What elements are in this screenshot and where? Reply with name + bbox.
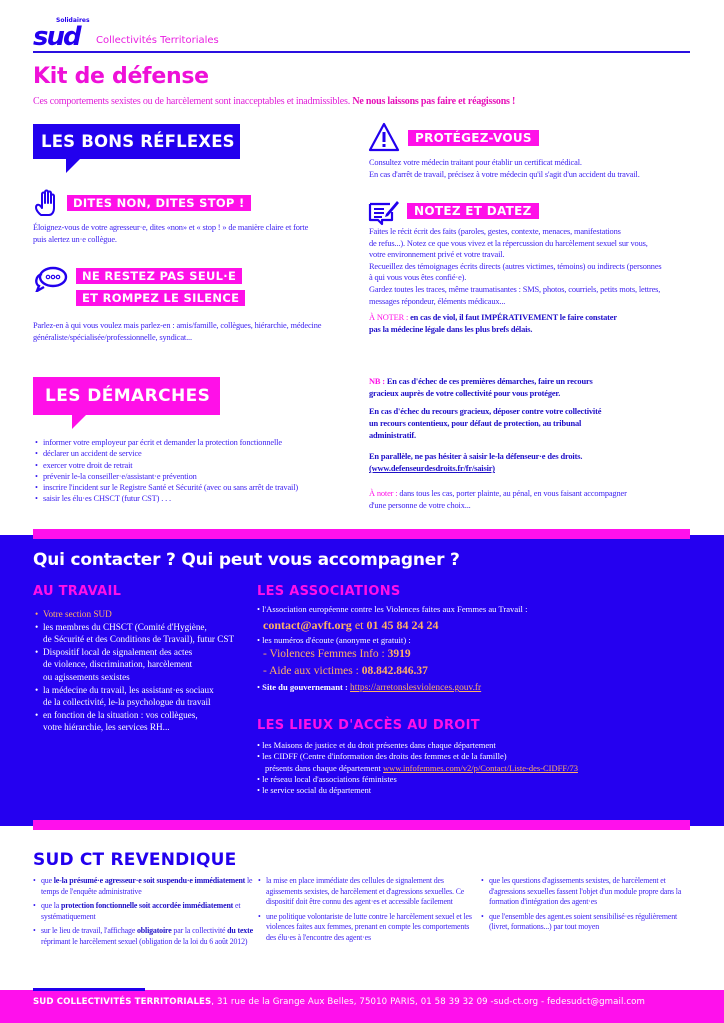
- contact-bottom-bar: [33, 820, 690, 830]
- contact-heading: Qui contacter ? Qui peut vous accompagner ?: [33, 550, 460, 570]
- aide-label: - Aide aux victimes :: [263, 665, 359, 678]
- notez-text: [369, 226, 709, 307]
- speech-bubbles-icon: [33, 266, 69, 292]
- silence-tag-line2: ET ROMPEZ LE SILENCE: [76, 290, 245, 306]
- plainte-block: [369, 488, 714, 512]
- protegez-line: En cas d'arrêt de travail, précisez à votre médecin qu'il s'agit d'un accident du travail.: [369, 170, 640, 180]
- list-item: • informer votre employeur par écrit et demander la protection fonctionnelle: [35, 437, 355, 448]
- lieux-item: les CIDFF (Centre d'information des droits des femmes et de la famille): [262, 751, 507, 762]
- text-part: par la collectivité: [171, 926, 228, 936]
- notez-tag: NOTEZ ET DATEZ: [407, 203, 539, 219]
- protegez-tag: PROTÉGEZ-VOUS: [408, 130, 539, 146]
- defenseur-link[interactable]: (www.defenseurdesdroits.fr/fr/saisir): [369, 464, 495, 474]
- item-line: de Sécurité et des Conditions de Travail), futur CST: [43, 634, 235, 645]
- subtitle-text: Ces comportements sexistes ou de harcèlement sont inacceptables et inadmissibles.: [33, 96, 351, 107]
- text-part: le temps de l'enquête administrative: [41, 876, 253, 896]
- list-item: [35, 709, 250, 734]
- demarches-list: [35, 437, 355, 505]
- text-bold: obligatoire: [137, 926, 172, 936]
- lieux-item: présents dans chaque département: [265, 762, 381, 773]
- item-line: • Dispositif local de signalement des actes: [43, 646, 193, 657]
- warning-icon: [368, 122, 400, 152]
- text-bold: du texte: [227, 926, 253, 936]
- text-part: réprimant le harcèlement sexuel (obligation de la loi du 6 août 2012): [41, 936, 248, 946]
- item-line: • la médecine du travail, les assistant·es sociaux: [43, 684, 214, 695]
- notez-line: Gardez toutes les traces, même traumatisantes : SMS, photos, courriels, petits mots, lettres,: [369, 284, 661, 294]
- recours-line: En cas d'échec du recours gracieux, déposer contre votre collectivité: [369, 407, 602, 416]
- text-part: que: [41, 876, 54, 885]
- list-item: [35, 646, 250, 684]
- text-part: que la: [41, 901, 61, 911]
- list-item: [35, 621, 250, 646]
- vfi-label: - Violences Femmes Info :: [263, 648, 385, 661]
- lieux-heading: LES LIEUX D'ACCÈS AU DROIT: [257, 718, 480, 733]
- silence-tag-line1: NE RESTEZ PAS SEUL·E: [76, 268, 242, 284]
- au-travail-list: [35, 608, 250, 734]
- protegez-line: Consultez votre médecin traitant pour établir un certificat médical.: [369, 158, 582, 167]
- list-item: [35, 684, 250, 709]
- lieux-item: le service social du département: [262, 785, 372, 796]
- defenseur-block: [369, 451, 709, 475]
- warning-line: en cas de viol, il faut IMPÉRATIVEMENT le faire constater: [410, 313, 617, 322]
- nb-line: gracieux auprès de votre collectivité pour vous protéger.: [369, 389, 561, 399]
- nb-label: NB :: [369, 377, 385, 386]
- revendique-col1: [33, 876, 253, 948]
- item-line: • en fonction de la situation : vos collègues,: [43, 709, 198, 720]
- contact-top-bar: [33, 529, 690, 539]
- list-item: [33, 876, 253, 897]
- protegez-text: [369, 157, 709, 181]
- ecoute-intro: les numéros d'écoute (anonyme et gratuit) :: [262, 634, 411, 645]
- page-title: Kit de défense: [33, 64, 209, 89]
- notepad-pen-icon: [368, 198, 400, 226]
- recours-block: [369, 406, 709, 443]
- list-item: • exercer votre droit de retrait: [35, 460, 355, 471]
- list-item: • prévenir le-la conseiller·e/assistant·e prévention: [35, 471, 355, 482]
- text-bold: protection fonctionnelle soit accordée immédiatement: [60, 901, 234, 911]
- header-rule: [33, 51, 690, 53]
- dites-stop-tag: DITES NON, DITES STOP !: [67, 195, 251, 211]
- footer-org: SUD COLLECTIVITÉS TERRITORIALES: [33, 997, 212, 1007]
- lieux-block: • les Maisons de justice et du droit présentes dans chaque département • les CIDFF (Centre d'information des droits des femmes et de la famille) présents dans chaque département www.infofemmes.com/v2/p/Contact/Liste-des-CIDFF/73 • le réseau local d'associations féministes • le service social du département: [257, 740, 578, 796]
- notez-line: Recueillez des témoignages écrits directs (autres victimes, témoins) ou indirects (personnes: [369, 261, 662, 271]
- avft-et: et: [354, 617, 364, 632]
- lieux-item: les Maisons de justice et du droit présentes dans chaque département: [262, 740, 496, 750]
- list-item: • la mise en place immédiate des cellules de signalement des agissements sexistes, de harcèlement et d'agressions sexuelles. Ce dispositif doit être connu des agent·es et accessible facilement: [258, 876, 480, 908]
- revendique-heading: SUD CT REVENDIQUE: [33, 850, 237, 870]
- text-part: et systématiquement: [41, 901, 241, 921]
- gouv-label: Site du gouvernemant :: [262, 682, 348, 693]
- list-item: [35, 608, 250, 621]
- aide-number: 08.842.846.37: [361, 665, 428, 678]
- text-part: sur le lieu de travail, l'affichage: [41, 926, 137, 936]
- text-bold: le-la présumé·e agresseur·e soit suspendu·e immédiatement: [53, 876, 246, 885]
- brand-name: Collectivités Territoriales: [96, 35, 219, 46]
- item-line: ou agissements sexistes: [43, 671, 130, 682]
- recours-line: un recours contentieux, pour défaut de protection, au tribunal: [369, 419, 582, 429]
- list-item: • que les questions d'agissements sexistes, de harcèlement et d'agressions sexuelles fassent l'objet d'un module propre dans la formation d'intégration des agent·es: [481, 876, 696, 908]
- recours-line: administratif.: [369, 431, 416, 441]
- cidff-link[interactable]: www.infofemmes.com/v2/p/Contact/Liste-des-CIDFF/73: [383, 762, 578, 773]
- sud-logo: [33, 14, 93, 48]
- nb-line: En cas d'échec de ces premières démarches, faire un recours: [386, 377, 593, 386]
- warning-label: À NOTER :: [369, 313, 409, 322]
- silence-text: Parlez-en à qui vous voulez mais parlez-en : amis/famille, collègues, hiérarchie, médecine généraliste/spécialisée/professionnelle, syndicat...: [33, 321, 322, 343]
- avft-intro: l'Association européenne contre les Violences faites aux Femmes au Travail :: [262, 604, 528, 614]
- list-item: [33, 901, 253, 922]
- demarches-heading: LES DÉMARCHES: [33, 377, 220, 415]
- gouv-link[interactable]: https://arretonslesviolences.gouv.fr: [350, 683, 482, 694]
- notez-line: de refus...). Notez ce que vous vivez et la répercussion du harcèlement sexuel sur vous,: [369, 238, 648, 248]
- notez-line: Faites le récit écrit des faits (paroles, gestes, contexte, menaces, manifestations: [369, 227, 621, 236]
- bons-reflexes-heading: LES BONS RÉFLEXES: [33, 124, 240, 159]
- list-item: • inscrire l'incident sur le Registre Santé et Sécurité (avec ou sans arrêt de travail): [35, 482, 355, 493]
- list-item: [33, 926, 253, 947]
- item-line: • Votre section SUD: [43, 609, 112, 619]
- hand-icon: [33, 189, 63, 217]
- defenseur-line: En parallèle, ne pas hésiter à saisir le-la défenseur·e des droits.: [369, 452, 583, 461]
- avft-phone: 01 45 84 24 24: [366, 617, 439, 632]
- revendique-col2: [258, 876, 480, 944]
- list-item: • une politique volontariste de lutte contre le harcèlement sexuel et les violences faites aux femmes, prenant en compte les comportements des élu·es à l'encontre des agent·es: [258, 912, 480, 944]
- nb-block: [369, 376, 709, 400]
- associations-block: • l'Association européenne contre les Violences faites aux Femmes au Travail : contact@avft.org et 01 45 84 24 24 • les numéros d'écoute (anonyme et gratuit) : - Violences Femmes Info : 3919 - Aide aux victimes : 08.842.846.37 • Site du gouvernemant : https://arretonslesviolences.gouv.fr: [257, 604, 528, 694]
- avft-email[interactable]: contact@avft.org: [263, 617, 352, 632]
- footer-accent-line: [33, 988, 145, 991]
- item-line: de la collectivité, le-la psychologue du travail: [43, 697, 211, 708]
- note-line: dans tous les cas, porter plainte, au pénal, en vous faisant accompagner: [399, 489, 627, 498]
- notez-line: à qui vous vous êtes confié·e).: [369, 273, 467, 283]
- footer-text: [33, 997, 645, 1007]
- footer-address: , 31 rue de la Grange Aux Belles, 75010 PARIS, 01 58 39 32 09 -sud-ct.org - fedesudct@gmail.com: [211, 997, 645, 1007]
- note-label: À noter :: [369, 489, 398, 498]
- note-line: d'une personne de votre choix...: [369, 501, 471, 511]
- subtitle-bold: Ne nous laissons pas faire et réagissons !: [352, 96, 516, 107]
- logo-text: sud: [33, 22, 80, 48]
- page-subtitle: [33, 96, 515, 107]
- revendique-col3: [481, 876, 696, 933]
- au-travail-heading: AU TRAVAIL: [33, 584, 122, 599]
- list-item: • déclarer un accident de service: [35, 448, 355, 459]
- list-item: • que l'ensemble des agent.es soient sensibilisé·es régulièrement (livret, formations...) par tout moyen: [481, 912, 696, 933]
- associations-heading: LES ASSOCIATIONS: [257, 584, 401, 599]
- item-line: • les membres du CHSCT (Comité d'Hygiène,: [43, 621, 207, 632]
- bubble-tail: [66, 159, 80, 173]
- dites-stop-text: Éloignez-vous de votre agresseur·e, dites «non» et « stop ! » de manière claire et forte puis alertez un·e collègue.: [33, 223, 309, 245]
- warning-line: pas la médecine légale dans les plus brefs délais.: [369, 325, 533, 335]
- vfi-number: 3919: [387, 648, 411, 661]
- notez-line: votre environnement privé et votre travail.: [369, 250, 505, 260]
- lieux-item: le réseau local d'associations féministes: [262, 773, 397, 784]
- item-line: votre hiérarchie, les services RH...: [43, 722, 170, 733]
- list-item: • saisir les élu·es CHSCT (futur CST) . . .: [35, 493, 355, 504]
- item-line: de violence, discrimination, harcèlement: [43, 659, 193, 670]
- bubble-tail: [72, 415, 86, 429]
- logo-small-text: Solidaires: [56, 17, 90, 24]
- notez-warning: [369, 312, 709, 336]
- notez-line: messages répondeur, éléments médicaux...: [369, 296, 506, 306]
